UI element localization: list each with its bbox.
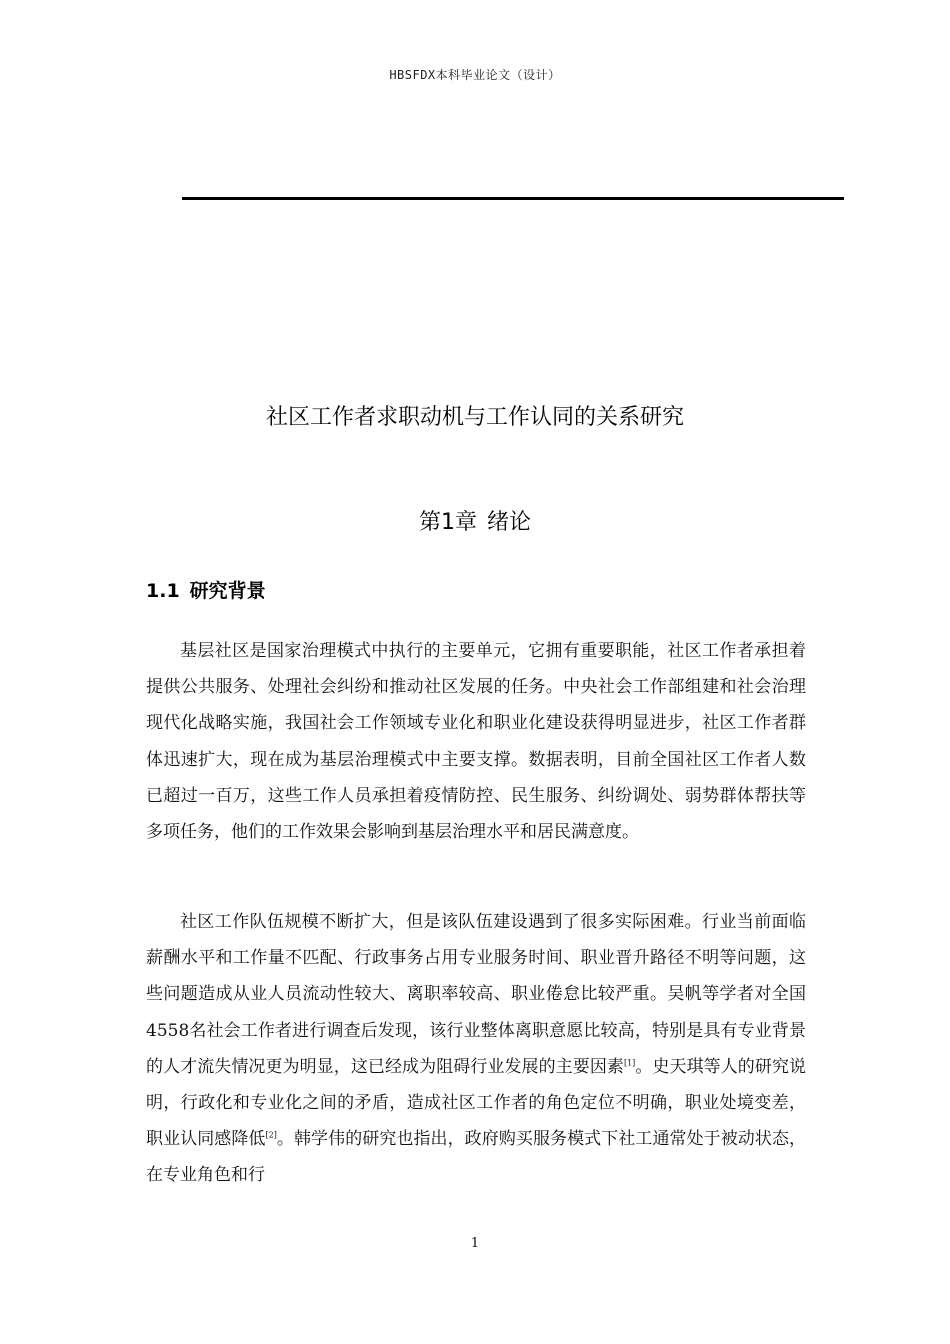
- running-header: HBSFDX本科毕业论文（设计）: [389, 68, 561, 82]
- thesis-title: 社区工作者求职动机与工作认同的关系研究: [265, 405, 684, 430]
- section-name: 研究背景: [189, 580, 266, 602]
- chapter-number: 第1章: [418, 510, 477, 535]
- citation-1: [1]: [623, 1058, 636, 1068]
- paragraph-2-text-c: 。韩学伟的研究也指出，政府购买服务模式下社工通常处于被动状态，在专业角色和行: [146, 1129, 807, 1186]
- citation-2: [2]: [265, 1130, 277, 1140]
- body-paragraph-2-container: [146, 904, 806, 1194]
- body-paragraph-2: [146, 904, 806, 1194]
- chapter-heading: [0, 505, 950, 536]
- body-paragraph-1: 基层社区是国家治理模式中执行的主要单元，它拥有重要职能，社区工作者承担着提供公共服务、处理社会纠纷和推动社区发展的任务。中央社会工作部组建和社会治理现代化战略实施，我国社会工作领域专业化和职业化建设获得明显进步，社区工作者群体迅速扩大，现在成为基层治理模式中主要支撑。数据表明，目前全国社区工作者人数已超过一百万，这些工作人员承担着疫情防控、民生服务、纠纷调处、弱势群体帮扶等多项任务，他们的工作效果会影响到基层治理水平和居民满意度。: [146, 641, 806, 843]
- chapter-name: 绪论: [486, 510, 531, 535]
- header-rule: [182, 197, 844, 200]
- paragraph-2-text-b: 。史天琪等人的研究说明，行政化和专业化之间的矛盾，造成社区工作者的角色定位不明确，职业处境变差，职业认同感降低: [146, 1056, 807, 1150]
- page-number: 1: [470, 1236, 480, 1251]
- section-heading: [146, 576, 266, 603]
- body-paragraph-1-container: [146, 633, 806, 850]
- section-number: 1.1: [146, 580, 180, 602]
- paragraph-2-text-a: 社区工作队伍规模不断扩大，但是该队伍建设遇到了很多实际困难。行业当前面临薪酬水平和工作量不匹配、行政事务占用专业服务时间、职业晋升路径不明等问题，这些问题造成从业人员流动性较大、离职率较高、职业倦怠比较严重。吴帆等学者对全国4558名社会工作者进行调查后发现，该行业整体离职意愿比较高，特别是具有专业背景的人才流失情况更为明显，这已经成为阻碍行业发展的主要因素: [146, 912, 806, 1077]
